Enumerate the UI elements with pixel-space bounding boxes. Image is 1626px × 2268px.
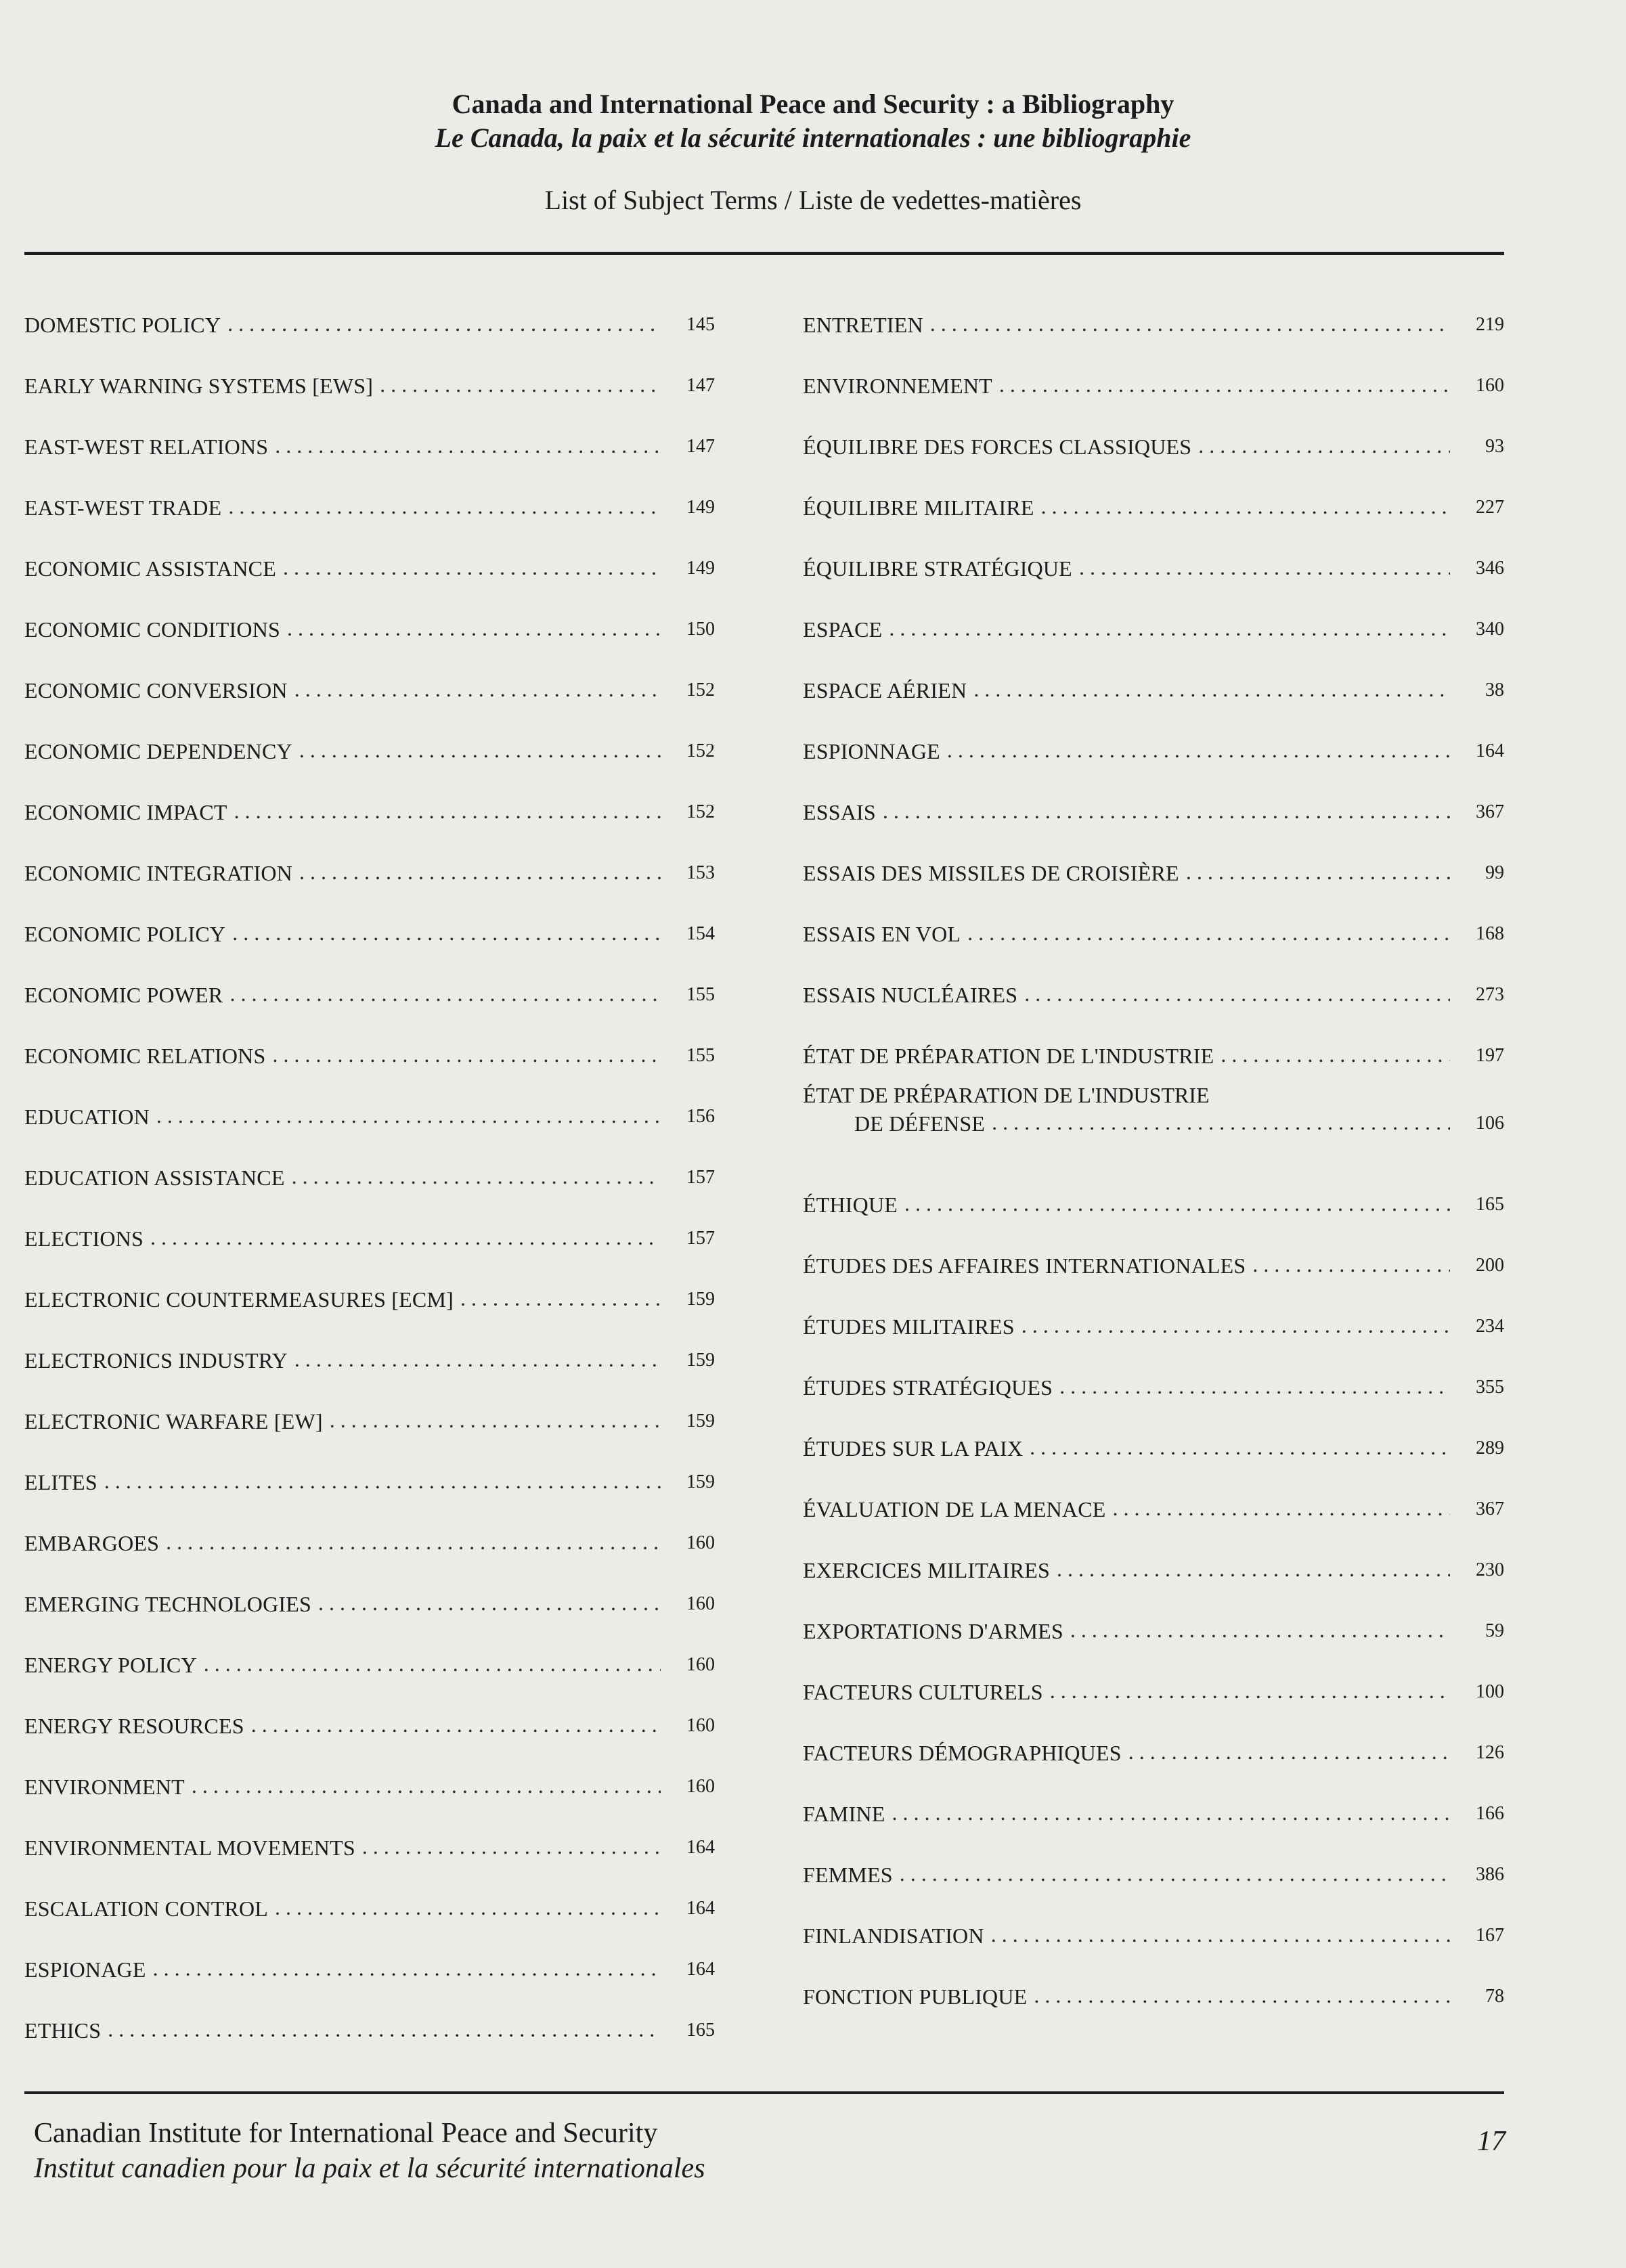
index-entry — [24, 826, 715, 887]
entry-term: ESSAIS DES MISSILES DE CROISIÈRE — [803, 861, 1179, 885]
index-entry — [24, 1008, 715, 1069]
dot-leader — [1186, 858, 1450, 885]
index-entry — [803, 704, 1504, 765]
footer-institute-english: Canadian Institute for International Peace and Security — [34, 2118, 658, 2149]
entry-page-number: 234 — [1476, 1316, 1504, 1337]
dot-leader — [166, 1528, 661, 1555]
title-french: Le Canada, la paix et la sécurité internationales : une bibliographie — [435, 123, 1191, 153]
index-entry — [803, 1069, 1504, 1157]
dot-leader — [1021, 1312, 1450, 1339]
entry-page-number: 156 — [686, 1106, 715, 1127]
dot-leader — [362, 1833, 661, 1860]
entry-page-number: 197 — [1476, 1045, 1504, 1066]
left-column — [24, 277, 715, 2044]
entry-term: EARLY WARNING SYSTEMS [EWS] — [24, 374, 374, 398]
dot-leader — [275, 432, 661, 459]
dot-leader — [1221, 1041, 1450, 1068]
entry-term: ÉQUILIBRE MILITAIRE — [803, 495, 1034, 520]
entry-page-number: 367 — [1476, 801, 1504, 822]
entry-term: DOMESTIC POLICY — [24, 313, 221, 337]
entry-page-number: 355 — [1476, 1377, 1504, 1398]
index-entry — [24, 460, 715, 521]
entry-term: ECONOMIC ASSISTANCE — [24, 556, 276, 581]
entry-page-number: 155 — [686, 984, 715, 1005]
dot-leader — [156, 1102, 661, 1129]
entry-page-number: 157 — [686, 1228, 715, 1249]
index-entry — [24, 1983, 715, 2044]
dot-leader — [1079, 554, 1450, 581]
entry-page-number: 159 — [686, 1410, 715, 1431]
index-entry — [803, 643, 1504, 704]
index-entry — [803, 399, 1504, 460]
entry-page-number: 157 — [686, 1167, 715, 1188]
index-entry — [803, 460, 1504, 521]
index-entry — [24, 1739, 715, 1800]
entry-term: EMBARGOES — [24, 1531, 160, 1555]
entry-page-number: 147 — [686, 375, 715, 396]
dot-leader — [330, 1406, 661, 1433]
entry-page-number: 152 — [686, 680, 715, 701]
entry-page-number: 168 — [1476, 923, 1504, 944]
entry-page-number: 155 — [686, 1045, 715, 1066]
entry-page-number: 159 — [686, 1350, 715, 1371]
entry-page-number: 145 — [686, 314, 715, 335]
top-divider — [24, 252, 1504, 255]
dot-leader — [991, 1921, 1450, 1948]
entry-page-number: 38 — [1485, 680, 1504, 701]
dot-leader — [1034, 1982, 1450, 2009]
entry-term: ELECTRONIC COUNTERMEASURES [ECM] — [24, 1287, 454, 1312]
dot-leader — [892, 1799, 1451, 1826]
entry-page-number: 149 — [686, 558, 715, 579]
entry-term: FAMINE — [803, 1802, 885, 1826]
entry-page-number: 153 — [686, 862, 715, 883]
entry-term: ENVIRONNEMENT — [803, 374, 992, 398]
entry-term: FACTEURS CULTURELS — [803, 1680, 1043, 1704]
entry-page-number: 154 — [686, 923, 715, 944]
entry-page-number: 386 — [1476, 1864, 1504, 1885]
index-entry — [803, 1279, 1504, 1340]
entry-page-number: 160 — [686, 1776, 715, 1797]
entry-term-continued: DE DÉFENSE — [854, 1111, 986, 1136]
index-entry — [803, 1645, 1504, 1706]
entry-page-number: 160 — [686, 1593, 715, 1614]
entry-term: ECONOMIC IMPACT — [24, 800, 227, 824]
dot-leader — [287, 615, 661, 642]
entry-term: ESCALATION CONTROL — [24, 1896, 269, 1921]
entry-term: ELITES — [24, 1470, 97, 1494]
subject-terms-heading: List of Subject Terms / Liste de vedettes-matières — [544, 185, 1082, 215]
dot-leader — [283, 554, 661, 581]
entry-page-number: 166 — [1476, 1803, 1504, 1824]
entry-page-number: 78 — [1485, 1986, 1504, 2007]
dot-leader — [192, 1772, 661, 1799]
index-entry — [803, 826, 1504, 887]
entry-term: ESSAIS — [803, 800, 876, 824]
dot-leader — [1252, 1251, 1450, 1278]
dot-leader — [299, 736, 661, 763]
entry-page-number: 160 — [686, 1715, 715, 1736]
entry-page-number: 289 — [1476, 1438, 1504, 1459]
entry-page-number: 167 — [1476, 1925, 1504, 1946]
dot-leader — [380, 371, 661, 398]
entry-term: ÉTAT DE PRÉPARATION DE L'INDUSTRIE — [803, 1044, 1214, 1068]
dot-leader — [1057, 1555, 1450, 1582]
entry-page-number: 340 — [1476, 619, 1504, 640]
entry-term: FONCTION PUBLIQUE — [803, 1984, 1028, 2009]
entry-term: ESSAIS EN VOL — [803, 922, 961, 946]
dot-leader — [273, 1041, 661, 1068]
index-entry — [803, 887, 1504, 948]
entry-page-number: 200 — [1476, 1255, 1504, 1276]
entry-term: ENERGY RESOURCES — [24, 1714, 244, 1738]
dot-leader — [153, 1955, 661, 1982]
entry-page-number: 219 — [1476, 314, 1504, 335]
index-entry — [24, 1922, 715, 1983]
entry-page-number: 164 — [686, 1959, 715, 1980]
index-entry — [24, 643, 715, 704]
index-entry — [803, 1008, 1504, 1069]
entry-term: ENTRETIEN — [803, 313, 923, 337]
entry-page-number: 126 — [1476, 1742, 1504, 1763]
index-entry — [24, 399, 715, 460]
entry-term: EXERCICES MILITAIRES — [803, 1558, 1050, 1582]
dot-leader — [1030, 1433, 1450, 1461]
index-entry — [803, 1888, 1504, 1949]
entry-page-number: 93 — [1485, 436, 1504, 457]
entry-term: ÉTUDES DES AFFAIRES INTERNATIONALES — [803, 1253, 1246, 1278]
entry-term: ECONOMIC CONVERSION — [24, 678, 288, 703]
entry-page-number: 152 — [686, 740, 715, 761]
index-entry — [24, 1130, 715, 1191]
dot-leader — [227, 310, 661, 337]
entry-term: ÉTUDES MILITAIRES — [803, 1314, 1015, 1339]
dot-leader — [251, 1711, 661, 1738]
entry-page-number: 160 — [686, 1654, 715, 1675]
entry-page-number: 346 — [1476, 558, 1504, 579]
dot-leader — [108, 2016, 661, 2043]
dot-leader — [1113, 1494, 1450, 1521]
entry-page-number: 99 — [1485, 862, 1504, 883]
index-entry — [803, 277, 1504, 338]
entry-term: ESPACE — [803, 617, 883, 642]
index-entry — [24, 277, 715, 338]
entry-page-number: 59 — [1485, 1620, 1504, 1641]
dot-leader — [275, 1894, 661, 1921]
dot-leader — [150, 1224, 661, 1251]
index-entry — [24, 338, 715, 399]
index-entry — [24, 1800, 715, 1861]
index-entry — [803, 1401, 1504, 1462]
index-entry — [24, 582, 715, 643]
index-entry — [803, 1340, 1504, 1401]
entry-term: ÉVALUATION DE LA MENACE — [803, 1497, 1106, 1521]
dot-leader — [1050, 1677, 1450, 1704]
entry-page-number: 152 — [686, 801, 715, 822]
entry-term: ECONOMIC INTEGRATION — [24, 861, 292, 885]
entry-term: EAST-WEST TRADE — [24, 495, 222, 520]
dot-leader — [318, 1589, 661, 1616]
entry-page-number: 150 — [686, 619, 715, 640]
index-entry — [803, 948, 1504, 1008]
entry-term: ÉQUILIBRE DES FORCES CLASSIQUES — [803, 435, 1192, 459]
footer-institute-french: Institut canadien pour la paix et la sécurité internationales — [34, 2153, 705, 2184]
entry-term: EXPORTATIONS D'ARMES — [803, 1619, 1063, 1643]
entry-term: EMERGING TECHNOLOGIES — [24, 1592, 312, 1616]
dot-leader — [228, 493, 661, 520]
index-entry — [803, 582, 1504, 643]
index-entry — [24, 1191, 715, 1252]
entry-page-number: 149 — [686, 497, 715, 518]
index-entry — [803, 1157, 1504, 1218]
right-column — [803, 277, 1504, 2010]
index-entry — [24, 1618, 715, 1678]
bottom-divider — [24, 2091, 1504, 2094]
entry-term: ECONOMIC RELATIONS — [24, 1044, 266, 1068]
index-entry — [24, 1374, 715, 1435]
index-entry — [24, 948, 715, 1008]
entry-page-number: 227 — [1476, 497, 1504, 518]
entry-page-number: 164 — [686, 1837, 715, 1858]
entry-term: ENVIRONMENT — [24, 1775, 185, 1799]
entry-page-number: 164 — [1476, 740, 1504, 761]
dot-leader — [1070, 1616, 1450, 1643]
entry-page-number: 100 — [1476, 1681, 1504, 1702]
dot-leader — [973, 675, 1450, 703]
dot-leader — [204, 1650, 661, 1677]
dot-leader — [294, 1346, 661, 1373]
index-entry — [803, 521, 1504, 582]
entry-term: FEMMES — [803, 1863, 893, 1887]
entry-page-number: 165 — [1476, 1194, 1504, 1215]
entry-term: ELECTRONIC WARFARE [EW] — [24, 1409, 323, 1433]
dot-leader — [294, 675, 661, 703]
dot-leader — [460, 1285, 661, 1312]
index-entry — [803, 1584, 1504, 1645]
index-entry — [803, 1462, 1504, 1523]
index-entry — [24, 1861, 715, 1922]
title-english: Canada and International Peace and Security : a Bibliography — [452, 89, 1174, 119]
index-entry — [24, 887, 715, 948]
dot-leader — [1041, 493, 1450, 520]
entry-term: ÉTUDES SUR LA PAIX — [803, 1436, 1024, 1461]
entry-page-number: 106 — [1476, 1113, 1504, 1134]
entry-term: ÉTUDES STRATÉGIQUES — [803, 1375, 1053, 1400]
entry-page-number: 165 — [686, 2020, 715, 2041]
entry-term: ECONOMIC CONDITIONS — [24, 617, 281, 642]
index-entry — [24, 1496, 715, 1557]
entry-page-number: 164 — [686, 1898, 715, 1919]
dot-leader — [999, 371, 1450, 398]
entry-page-number: 160 — [686, 1532, 715, 1553]
dot-leader — [299, 858, 661, 885]
entry-page-number: 273 — [1476, 984, 1504, 1005]
entry-term: FACTEURS DÉMOGRAPHIQUES — [803, 1741, 1122, 1765]
index-entry — [24, 1678, 715, 1739]
entry-term: ÉTAT DE PRÉPARATION DE L'INDUSTRIE — [803, 1083, 1210, 1107]
entry-term: ENVIRONMENTAL MOVEMENTS — [24, 1836, 355, 1860]
dot-leader — [900, 1860, 1450, 1887]
entry-term: EAST-WEST RELATIONS — [24, 435, 269, 459]
index-entry — [803, 338, 1504, 399]
dot-leader — [232, 919, 661, 946]
index-entry — [803, 1949, 1504, 2010]
entry-term: ESPACE AÉRIEN — [803, 678, 967, 703]
entry-term: ECONOMIC POLICY — [24, 922, 226, 946]
entry-term: ECONOMIC DEPENDENCY — [24, 739, 292, 763]
dot-leader — [930, 310, 1450, 337]
entry-page-number: 367 — [1476, 1498, 1504, 1519]
entry-term: ELECTRONICS INDUSTRY — [24, 1348, 288, 1373]
dot-leader — [1198, 432, 1450, 459]
index-entry — [24, 1435, 715, 1496]
dot-leader — [229, 980, 661, 1007]
entry-term: ESPIONNAGE — [803, 739, 940, 763]
entry-page-number: 159 — [686, 1471, 715, 1492]
index-entry — [24, 765, 715, 826]
index-entry — [803, 1218, 1504, 1279]
dot-leader — [104, 1467, 661, 1494]
index-entry — [803, 765, 1504, 826]
index-entry — [24, 1313, 715, 1374]
entry-term: ELECTIONS — [24, 1226, 144, 1251]
index-entry — [803, 1523, 1504, 1584]
dot-leader — [1128, 1738, 1450, 1765]
entry-term: ENERGY POLICY — [24, 1653, 197, 1677]
index-entry — [24, 1069, 715, 1130]
index-entry — [24, 521, 715, 582]
page-number: 17 — [1477, 2126, 1506, 2157]
entry-term: ÉTHIQUE — [803, 1193, 898, 1217]
dot-leader — [292, 1163, 661, 1190]
dot-leader — [904, 1190, 1450, 1217]
dot-leader — [947, 736, 1450, 763]
index-entry — [803, 1766, 1504, 1827]
dot-leader — [992, 1109, 1450, 1136]
index-entry — [24, 1557, 715, 1618]
entry-term: EDUCATION — [24, 1105, 150, 1129]
entry-term: FINLANDISATION — [803, 1924, 984, 1948]
entry-page-number: 147 — [686, 436, 715, 457]
index-entry — [24, 1252, 715, 1313]
dot-leader — [967, 919, 1450, 946]
dot-leader — [1024, 980, 1450, 1007]
dot-leader — [1059, 1373, 1450, 1400]
entry-term: EDUCATION ASSISTANCE — [24, 1165, 285, 1190]
index-entry — [803, 1706, 1504, 1766]
entry-term: ÉQUILIBRE STRATÉGIQUE — [803, 556, 1072, 581]
index-entry — [24, 704, 715, 765]
dot-leader — [889, 615, 1450, 642]
entry-term: ECONOMIC POWER — [24, 983, 223, 1007]
entry-page-number: 160 — [1476, 375, 1504, 396]
entry-term: ESSAIS NUCLÉAIRES — [803, 983, 1018, 1007]
entry-page-number: 230 — [1476, 1559, 1504, 1580]
dot-leader — [234, 797, 661, 824]
index-entry — [803, 1827, 1504, 1888]
entry-page-number: 159 — [686, 1289, 715, 1310]
dot-leader — [883, 797, 1450, 824]
entry-term: ETHICS — [24, 2018, 102, 2043]
entry-term: ESPIONAGE — [24, 1957, 146, 1982]
